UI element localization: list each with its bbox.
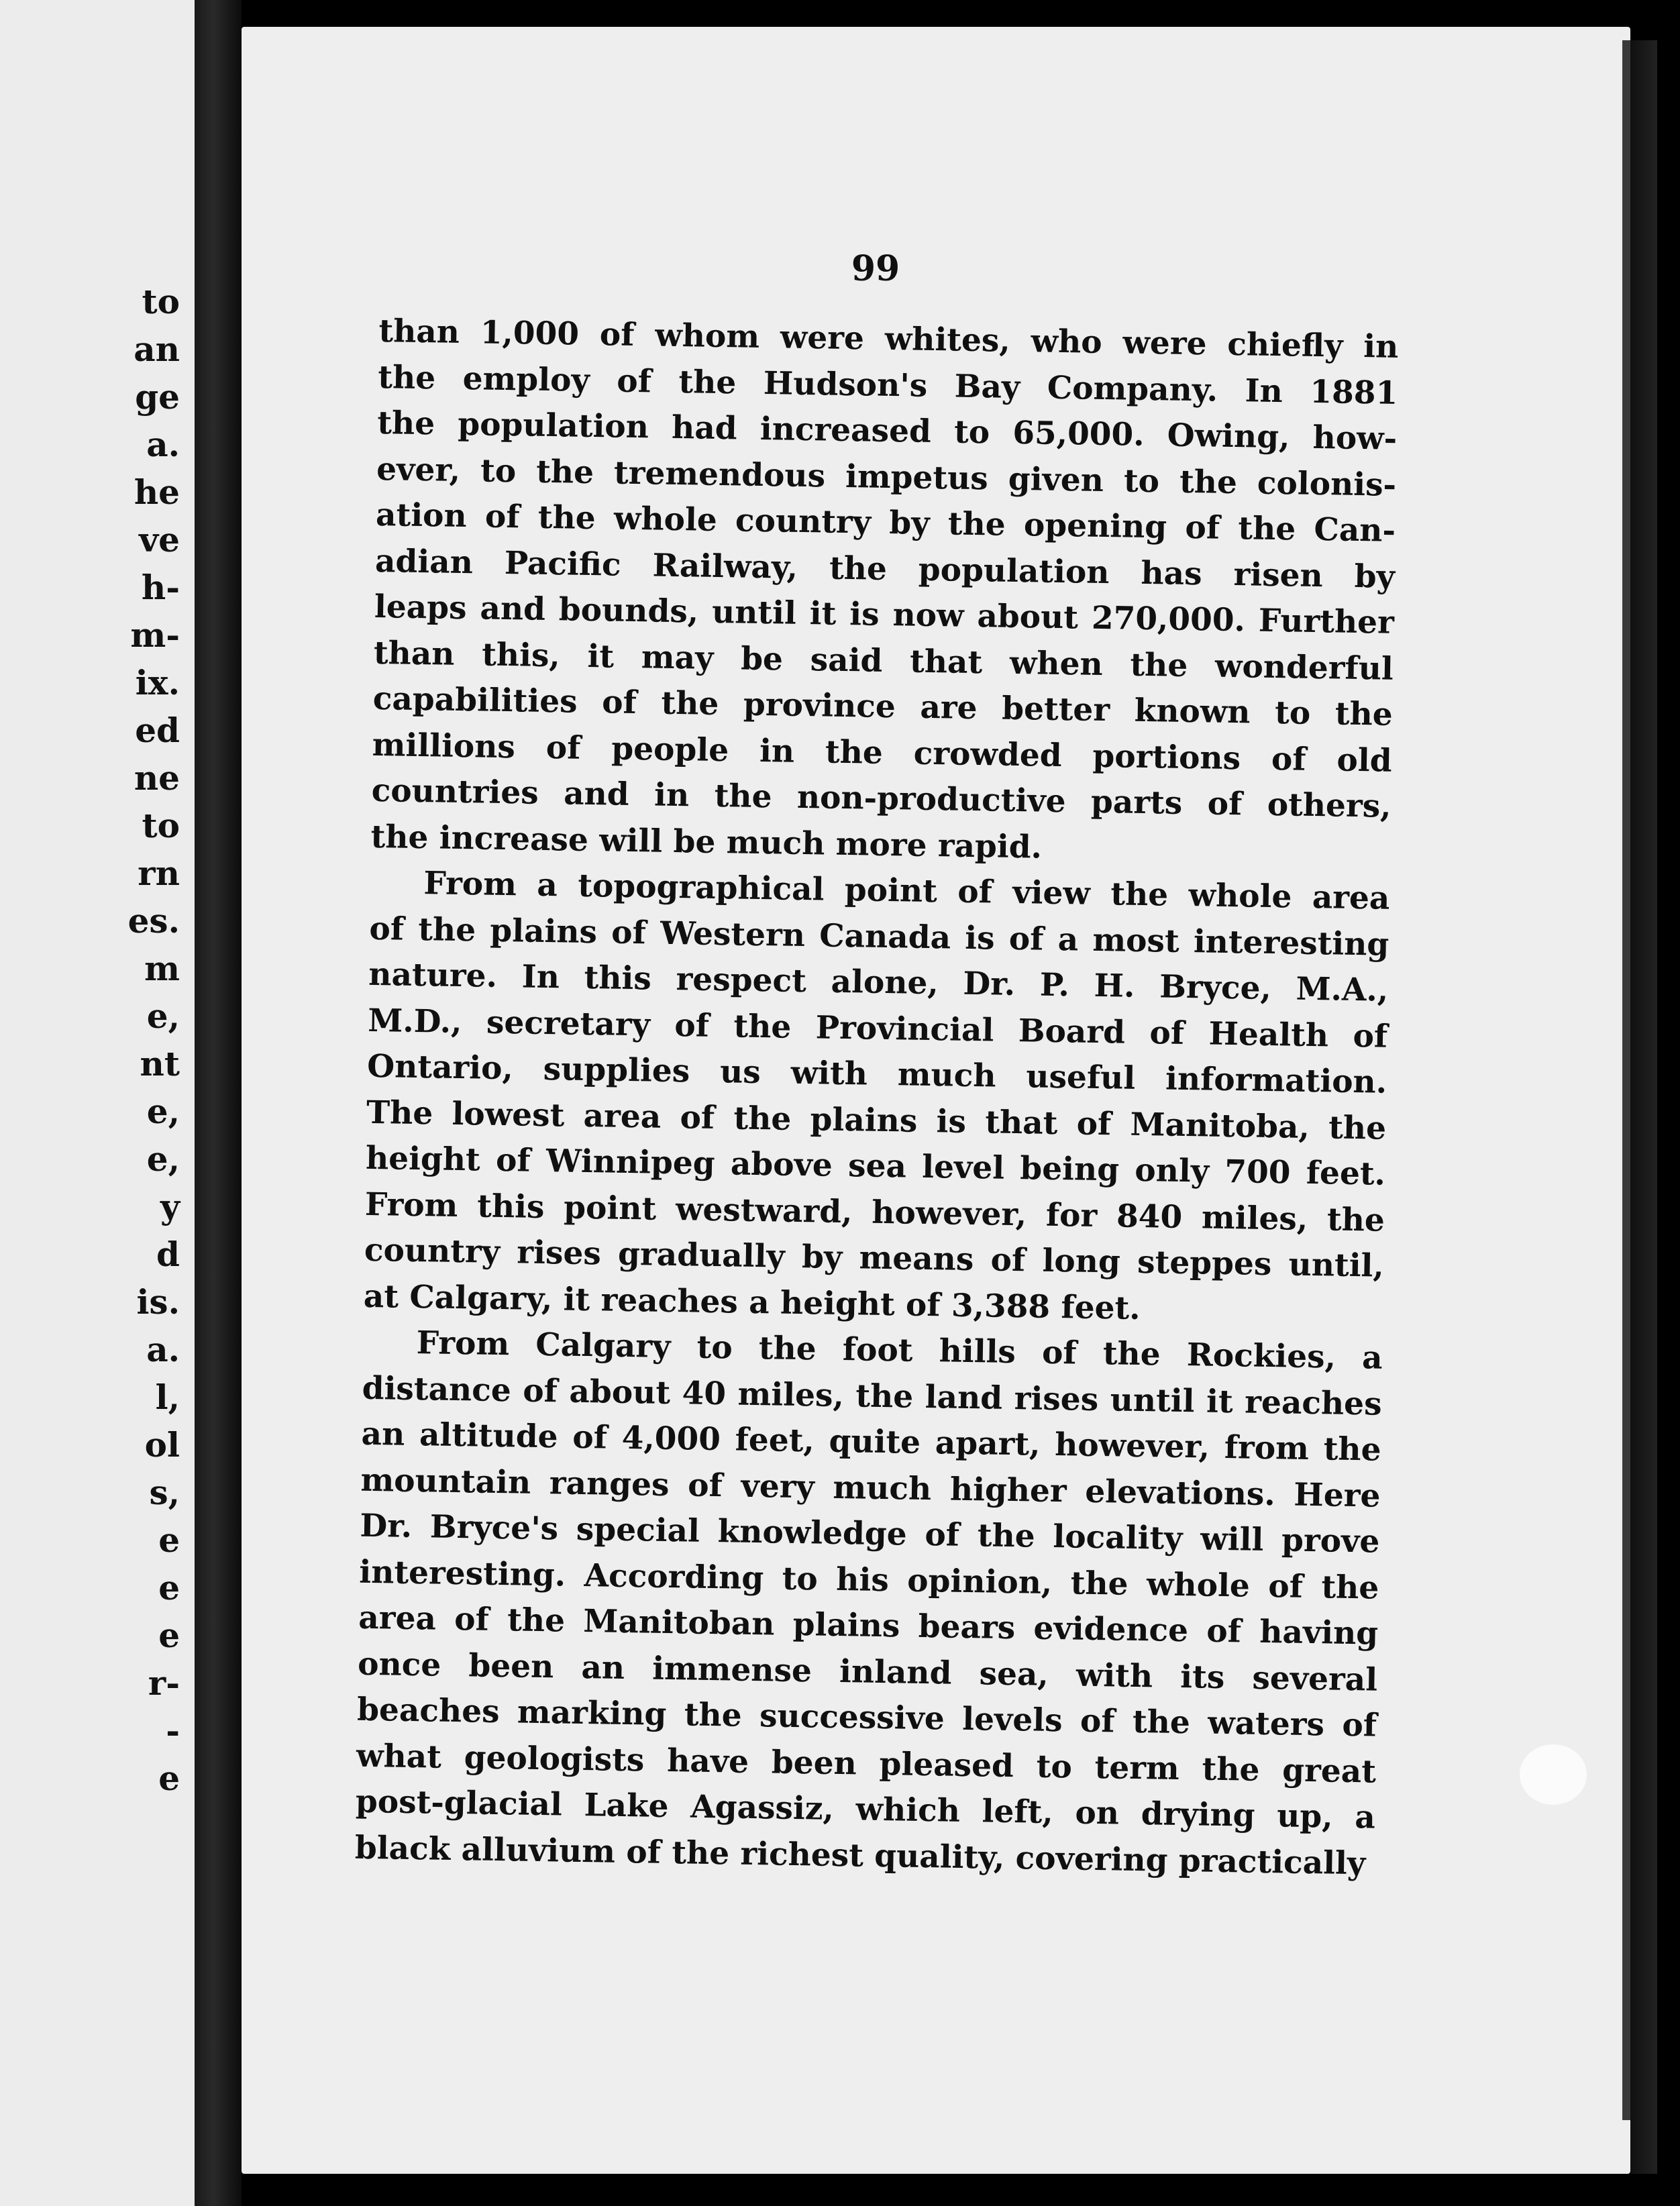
paper-damage-spot — [1520, 1744, 1587, 1805]
text-line: From a topographical point of view the whole area — [423, 865, 1390, 917]
left-page-text-fragment: ix. — [135, 663, 180, 702]
text-line: adian Pacific Railway, the population has risen by — [374, 542, 1396, 596]
left-page-text-fragment: h- — [141, 568, 180, 607]
text-line: Dr. Bryce's special knowledge of the locality will prove — [360, 1507, 1380, 1561]
text-line: mountain ranges of very much higher elevations. Here — [360, 1461, 1381, 1515]
text-line: ation of the whole country by the opening of the Can- — [375, 496, 1396, 549]
text-line: of the plains of Western Canada is of a most interesting — [369, 910, 1389, 963]
page-body-text — [354, 309, 1398, 1887]
text-line: capabilities of the province are better known to the — [372, 680, 1394, 733]
left-page-text-fragment: m- — [130, 615, 180, 655]
left-page-text-fragment: s, — [149, 1473, 180, 1512]
text-line: interesting. According to his opinion, the whole of the — [358, 1553, 1379, 1607]
left-page-text-fragment: ol — [144, 1425, 180, 1465]
text-line: nature. In this respect alone, Dr. P. H. Bryce, M.A., — [368, 955, 1389, 1009]
paragraph — [370, 309, 1399, 876]
left-page-text-fragment: ge — [135, 377, 180, 417]
text-line: From this point westward, however, for 840 miles, the — [364, 1186, 1385, 1239]
left-page-text-fragment: a. — [146, 425, 180, 464]
text-line: area of the Manitoban plains bears evidence of having — [358, 1599, 1379, 1652]
left-facing-page — [0, 0, 195, 2206]
left-page-text-fragment: e, — [146, 996, 180, 1036]
text-line: M.D., secretary of the Provincial Board of Health of — [367, 1002, 1388, 1055]
book-page — [242, 27, 1630, 2174]
paragraph — [354, 1320, 1383, 1887]
left-page-text-fragment: l, — [155, 1377, 180, 1417]
left-page-text-fragment: a. — [146, 1330, 180, 1369]
left-page-text-fragment: e — [158, 1568, 180, 1608]
left-page-text-fragment: an — [134, 329, 180, 369]
text-line: The lowest area of the plains is that of Manitoba, the — [366, 1094, 1387, 1147]
left-page-text-fragment: to — [142, 282, 180, 321]
left-page-text-fragment: e — [158, 1758, 180, 1798]
paragraph — [363, 860, 1390, 1336]
left-page-text-fragment: e — [158, 1616, 180, 1655]
left-page-text-fragment: to — [142, 806, 180, 845]
text-line: at Calgary, it reaches a height of 3,388 feet. — [363, 1277, 1141, 1327]
left-page-text-fragment: es. — [127, 901, 180, 941]
left-page-text-fragment: e, — [146, 1139, 180, 1179]
text-line: than 1,000 of whom were whites, who were chiefly in — [378, 312, 1399, 366]
left-page-text-fragment: r- — [148, 1663, 180, 1703]
book-spine-shadow — [1630, 40, 1657, 2174]
text-line: From Calgary to the foot hills of the Rockies, a — [416, 1324, 1383, 1377]
text-line: Ontario, supplies us with much useful information. — [366, 1047, 1387, 1101]
text-line: millions of people in the crowded portions of old — [372, 726, 1393, 780]
text-line: the population had increased to 65,000. Owing, how- — [376, 404, 1398, 458]
left-page-text-fragment: m — [144, 949, 180, 988]
book-gutter — [195, 0, 242, 2206]
text-line: height of Winnipeg above sea level being only 700 feet. — [365, 1139, 1386, 1193]
text-line: beaches marking the successive levels of the waters of — [356, 1691, 1377, 1744]
left-page-text-fragment: is. — [136, 1282, 180, 1322]
left-page-text-fragment: he — [134, 472, 180, 512]
text-line: once been an immense inland sea, with its several — [357, 1645, 1378, 1699]
left-page-text-fragment: ed — [135, 711, 180, 750]
text-line: countries and in the non-productive parts of others, — [371, 772, 1392, 825]
left-page-text-fragment: nt — [140, 1044, 180, 1084]
text-line: the increase will be much more rapid. — [370, 818, 1043, 866]
text-line: black alluvium of the richest quality, covering practically — [354, 1829, 1366, 1882]
text-line: than this, it may be said that when the wonderful — [373, 634, 1394, 688]
left-page-text-fragment: e, — [146, 1092, 180, 1131]
text-line: an altitude of 4,000 feet, quite apart, however, from the — [361, 1415, 1381, 1469]
text-line: country rises gradually by means of long steppes until, — [364, 1231, 1385, 1285]
left-page-text-fragment: ve — [139, 520, 180, 560]
left-page-text-fragment: d — [156, 1235, 180, 1274]
left-page-text-fragment: e — [158, 1520, 180, 1560]
text-line: what geologists have been pleased to term the great — [356, 1737, 1377, 1791]
left-page-text-fragment: ne — [134, 758, 180, 798]
text-line: post-glacial Lake Agassiz, which left, on drying up, a — [355, 1783, 1376, 1836]
text-line: leaps and bounds, until it is now about 270,000. Further — [374, 588, 1395, 641]
page-number: 99 — [851, 248, 900, 289]
left-page-text-fragment: - — [166, 1711, 180, 1750]
text-line: the employ of the Hudson's Bay Company. In 1881 — [377, 358, 1398, 412]
left-page-text-fragment: y — [160, 1187, 180, 1226]
text-line: ever, to the tremendous impetus given to the colonis- — [376, 450, 1397, 504]
text-line: distance of about 40 miles, the land rises until it reaches — [362, 1369, 1382, 1423]
left-page-text-fragment: rn — [138, 853, 180, 893]
